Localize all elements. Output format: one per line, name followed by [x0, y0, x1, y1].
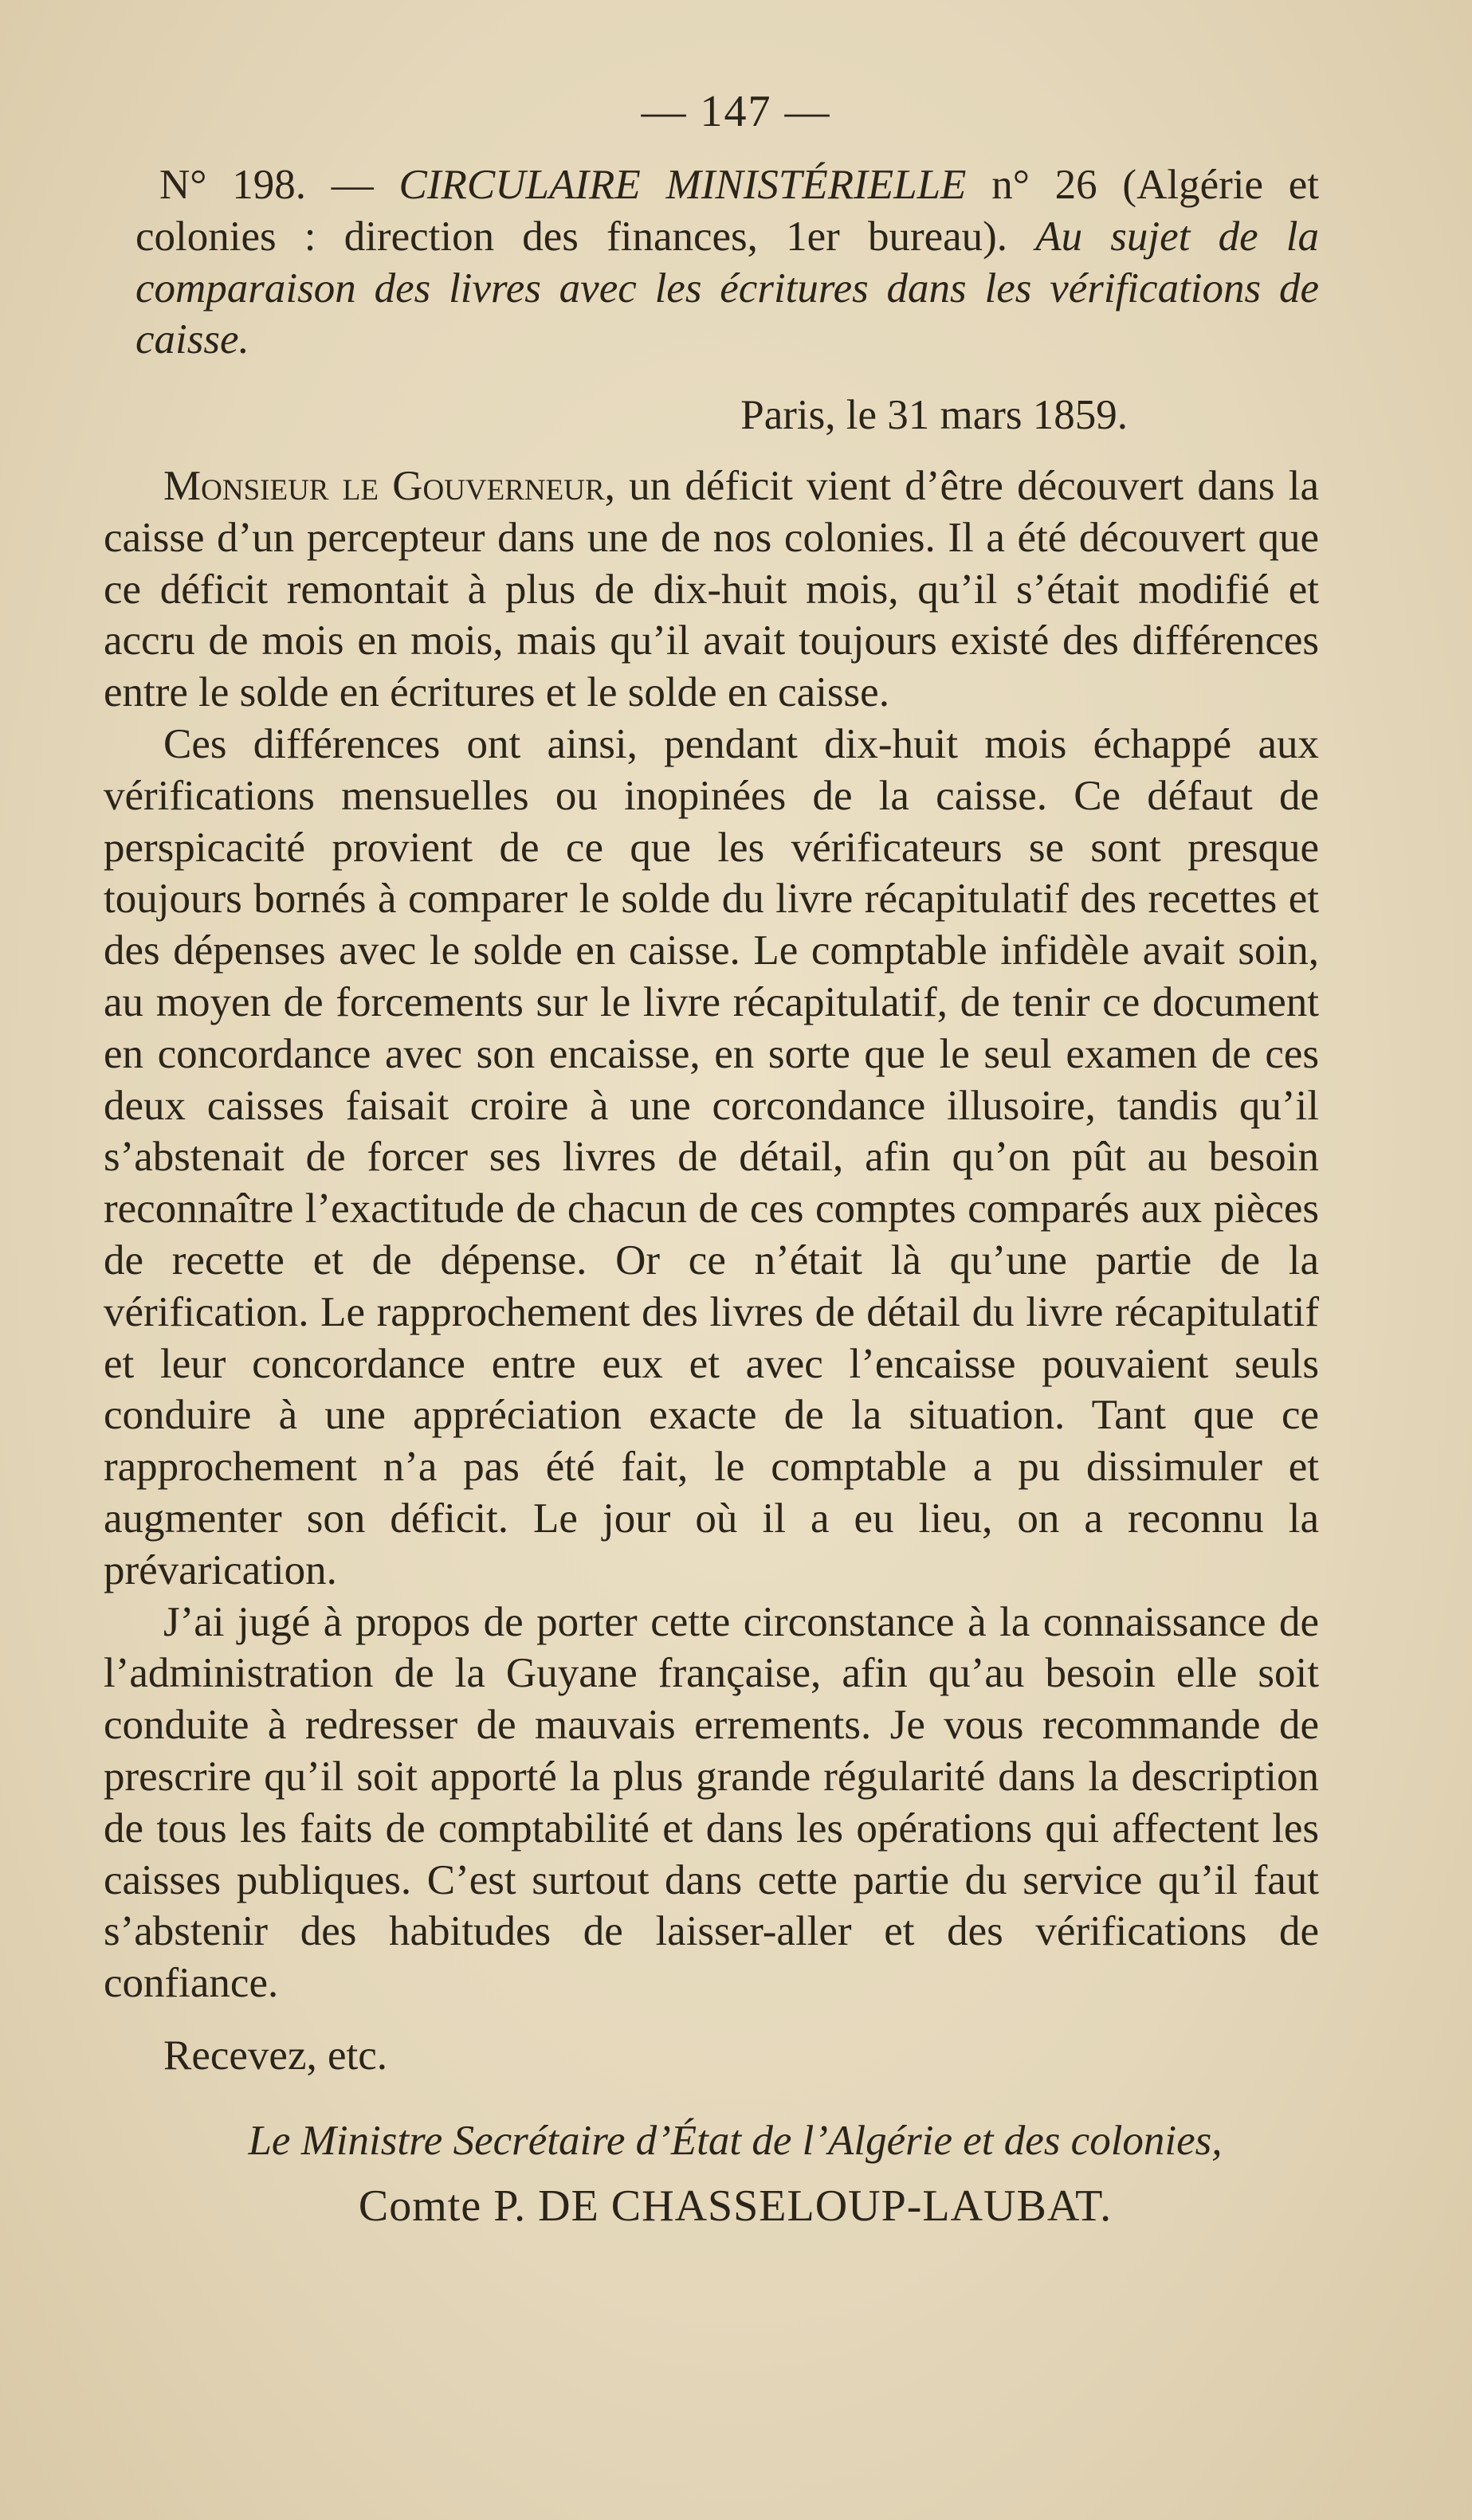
dateline: Paris, le 31 mars 1859.: [740, 392, 1128, 439]
circular-subject: Au sujet de la comparaison des livres avec les écritures dans les vérifications de caisse.: [135, 213, 1319, 363]
paragraph-2: Ces différences ont ainsi, pendant dix-huit mois échappé aux vérifications mensuelles ou inopinées de la caisse. Ce défaut de perspicacité provient de ce que les vérificateurs se sont presque toujours bornés à comparer le solde du livre récapitulatif des recettes et des dépenses avec le solde en caisse. Le comptable infidèle avait soin, au moyen de forcements sur le livre récapitulatif, de tenir ce document en concordance avec son encaisse, en sorte que le seul examen de ces deux caisses faisait croire à une corcondance illusoire, tandis qu’il s’abstenait de forcer ses livres de détail, afin qu’on pût au besoin reconnaître l’exactitude de chacun de ces comptes comparés aux pièces de recette et de dépense. Or ce n’était là qu’une partie de la vérification. Le rapprochement des livres de détail du livre récapitulatif et leur concordance entre eux et avec l’encaisse pouvaient seuls conduire à une appréciation exacte de la situation. Tant que ce rapprochement n’a pas été fait, le comptable a pu dissimuler et augmenter son déficit. Le jour où il a eu lieu, on a reconnu la prévarication.: [104, 720, 1319, 1593]
paragraph-1-text: , un déficit vient d’être découvert dans la caisse d’un percepteur dans une de nos colonies. Il a été découvert que ce déficit remontait à plus de dix-huit mois, qu’il s’était modifié et accru de mois en mois, mais qu’il avait toujours existé des différences entre le solde en écritures et le solde en caisse.: [104, 462, 1320, 716]
salutation: Monsieur le Gouverneur: [163, 462, 605, 509]
circular-heading: [104, 159, 1319, 366]
circular-details: n° 26 (Algérie et colonies : direction des finances, 1er bureau).: [135, 162, 1319, 260]
closing-formula: Recevez, etc.: [163, 2032, 387, 2079]
paragraph-1: [104, 460, 1319, 719]
page-number: — 147 —: [641, 87, 831, 136]
signatory-title: Le Ministre Secrétaire d’État de l’Algérie et des colonies,: [248, 2117, 1223, 2164]
paragraph-3: J’ai jugé à propos de porter cette circonstance à la connaissance de l’administration de la Guyane française, afin qu’au besoin elle soit conduite à redresser de mauvais errements. Je vous recommande de prescrire qu’il soit apporté la plus grande régularité dans la description de tous les faits de comptabilité et dans les opérations qui affectent les caisses publiques. C’est surtout dans cette partie du service qu’il faut s’abstenir des habitudes de laisser-aller et des vérifications de confiance.: [104, 1598, 1319, 2007]
signature-block: [104, 2115, 1319, 2233]
circular-title: CIRCULAIRE MINISTÉRIELLE: [398, 162, 967, 208]
circular-number: N° 198. —: [159, 162, 399, 208]
signatory-name: Comte P. DE CHASSELOUP-LAUBAT.: [358, 2181, 1113, 2232]
document-body: [104, 159, 1319, 2232]
